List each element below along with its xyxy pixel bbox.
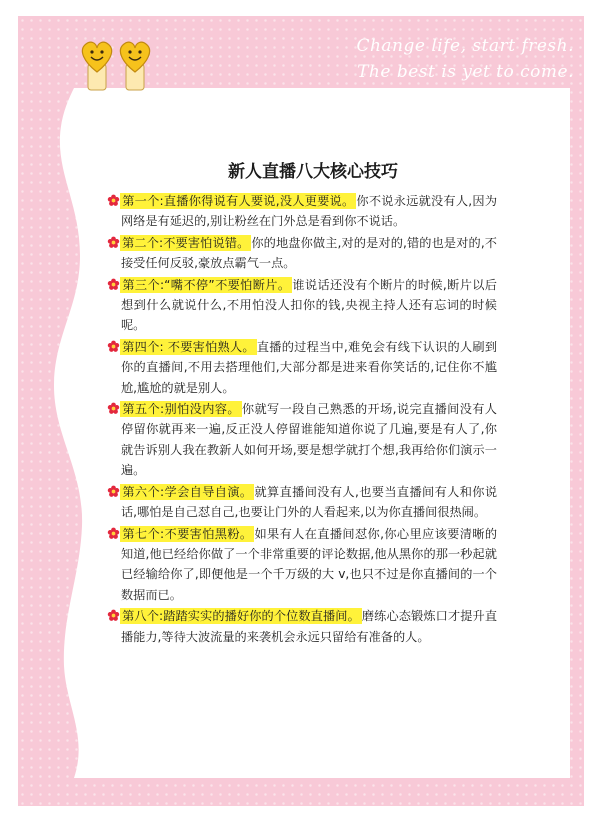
tip-item (121, 337, 497, 398)
slogan-line-1: Change life, start fresh. (356, 36, 574, 56)
tip-body: 你就写一段自己熟悉的开场,说完直播间没有人停留你就再来一遍,反正没人停留谁能知道你说了几遍,要是有人了,你就告诉别人我在教新人如何开场,要是想学就打个想,我再给你们演示一遍。 (121, 402, 497, 478)
tip-item (121, 606, 497, 647)
tip-item (121, 233, 497, 274)
red-flower-icon (107, 527, 120, 540)
tip-item (121, 399, 497, 481)
tip-item (121, 191, 497, 232)
red-flower-icon (107, 402, 120, 415)
tip-item (121, 275, 497, 336)
smiling-heart-mascot-icon (76, 36, 176, 96)
red-flower-icon (107, 340, 120, 353)
tip-heading: 第五个:别怕没内容。 (122, 402, 240, 417)
red-flower-icon (107, 609, 120, 622)
tip-body: 你的地盘你做主,对的是对的,错的也是对的,不接受任何反驳,豪放点霸气一点。 (121, 235, 497, 271)
tip-heading: 第四个: 不要害怕熟人。 (122, 339, 255, 354)
red-flower-icon (107, 278, 120, 291)
tip-heading: 第三个:“嘴不停”不要怕断片。 (122, 277, 291, 292)
tips-list (121, 191, 497, 647)
red-flower-icon (107, 485, 120, 498)
page-title: 新人直播八大核心技巧 (228, 162, 398, 182)
tip-body: 你不说永远就没有人,因为网络是有延迟的,别让粉丝在门外总是看到你不说话。 (121, 194, 498, 229)
tip-body: 谁说话还没有个断片的时候,断片以后想到什么就说什么,不用怕没人扣你的钱,央视主持人还有忘词的时候呢。 (121, 277, 497, 333)
tip-body: 如果有人在直播间怼你,你心里应该要清晰的知道,他已经给你做了一个非常重要的评论数据,他从黑你的那一秒起就已经输给你了,即便他是一个千万级的大 v,也只不过是你直播间的一个数据而已。 (121, 526, 498, 602)
tip-item (121, 482, 497, 523)
tip-body: 就算直播间没有人,也要当直播间有人和你说话,哪怕是自己怼自己,也要让门外的人看起来,以为你直播间很热闹。 (121, 484, 498, 520)
tip-heading: 第六个:学会自导自演。 (122, 484, 253, 499)
tip-heading: 第八个:踏踏实实的播好你的个位数直播间。 (122, 609, 360, 624)
red-flower-icon (107, 194, 120, 207)
tip-body: 磨练心态锻炼口才提升直播能力,等待大波流量的来袭机会永远只留给有准备的人。 (121, 609, 498, 644)
tip-heading: 第二个:不要害怕说错。 (122, 235, 250, 250)
tip-heading: 第一个:直播你得说有人要说,没人更要说。 (122, 194, 355, 208)
tip-body: 直播的过程当中,难免会有线下认识的人刷到你的直播间,不用去搭理他们,大部分都是进来看你笑话的,记住你不尴尬,尴尬的就是别人。 (121, 339, 498, 395)
tip-item (121, 524, 497, 606)
tip-heading: 第七个:不要害怕黑粉。 (122, 526, 253, 541)
slogan-line-2: The best is yet to come. (357, 62, 574, 82)
red-flower-icon (107, 236, 120, 249)
